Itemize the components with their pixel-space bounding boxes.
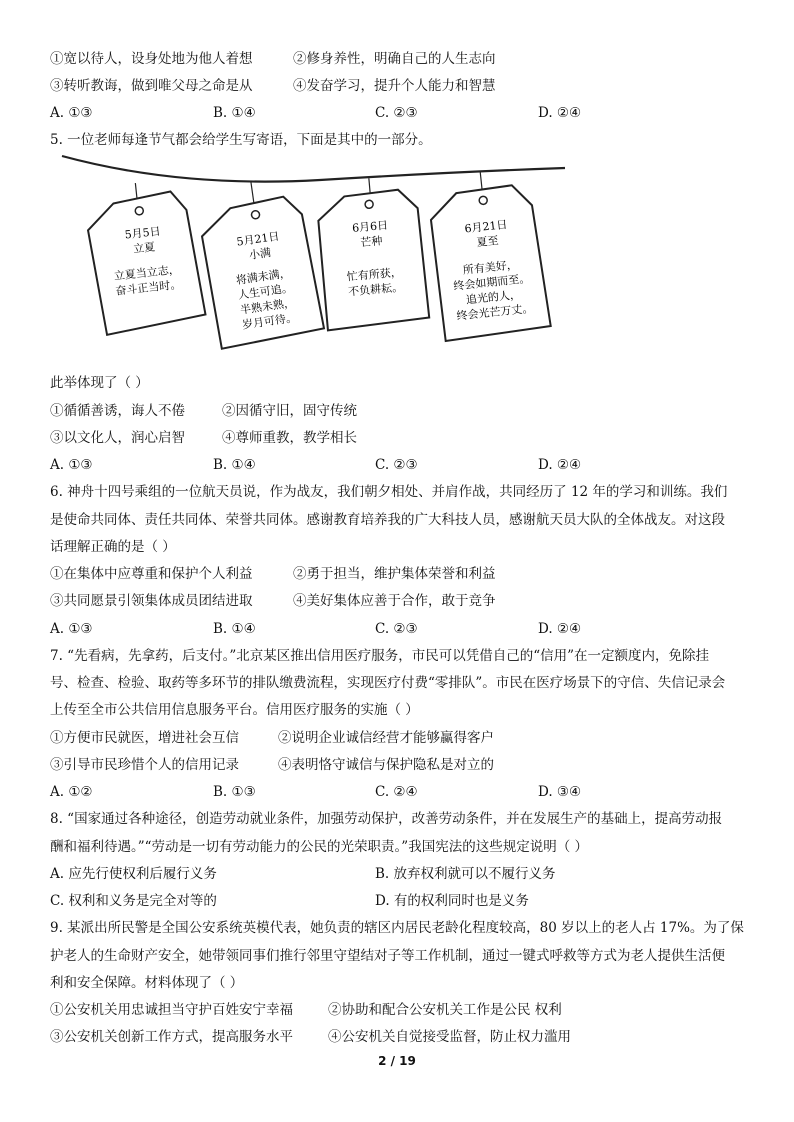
tag1-date: 5月5日 (124, 224, 162, 242)
tag-xiaoman (195, 174, 324, 349)
tag1-term: 立夏 (132, 240, 156, 256)
q4-statement-2: ②修身养性，明确自己的人生志向 (293, 51, 496, 67)
q8-line-1: 8. “国家通过各种途径，创造劳动就业条件，加强劳动保护，改善劳动条件，并在发展生产的基础上，提高劳动报 (50, 811, 723, 827)
q9-line-1: 9. 某派出所民警是全国公安系统英模代表，她负责的辖区内居民老龄化程度较高，80 岁以上的老人占 17%。为了保 (50, 920, 744, 936)
tag3-date: 6月6日 (351, 218, 389, 235)
q6-statement-4: ④美好集体应善于合作，敢于竞争 (293, 593, 496, 609)
q7-statement-2: ②说明企业诚信经营才能够赢得客户 (278, 730, 494, 746)
tag4-line1: 所有美好， (462, 258, 519, 277)
tag-lixia (84, 177, 207, 335)
q6-statement-2: ②勇于担当，维护集体荣誉和利益 (293, 566, 496, 582)
q9-statement-2: ②协助和配合公安机关工作是公民 权利 (328, 1002, 562, 1018)
q6-option-a: A. ①③ (50, 621, 93, 637)
q4-option-b: B. ①④ (213, 105, 256, 121)
q8-option-c: C. 权利和义务是完全对等的 (50, 893, 217, 909)
q9-line-3: 利和安全保障。材料体现了（ ） (50, 975, 244, 991)
q6-line-2: 是使命共同体、责任共同体、荣誉共同体。感谢教育培养我的广大科技人员，感谢航天员大队的全体战友。对这段 (50, 512, 725, 528)
q8-line-2: 酬和福利待遇。”“劳动是一切有劳动能力的公民的光荣职责。”我国宪法的这些规定说明（ ） (50, 839, 588, 855)
q6-statement-1: ①在集体中应尊重和保护个人利益 (50, 566, 253, 582)
tag3-line2: 不负耕耘。 (347, 280, 404, 299)
q5-option-c: C. ②③ (375, 457, 418, 473)
q5-stem: 5. 一位老师每逢节气都会给学生写寄语，下面是其中的一部分。 (50, 132, 432, 148)
q7-line-1: 7. “先看病，先拿药，后支付。”北京某区推出信用医疗服务，市民可以凭借自己的“信用”在一定额度内，免除挂 (50, 648, 710, 664)
q9-statement-4: ④公安机关自觉接受监督，防止权力滥用 (328, 1029, 571, 1045)
solar-term-tags-illustration (60, 150, 580, 350)
q7-option-d: D. ③④ (538, 784, 582, 800)
q8-option-d: D. 有的权利同时也是义务 (375, 893, 529, 909)
q4-statement-1: ①宽以待人，设身处地为他人着想 (50, 51, 253, 67)
q7-line-2: 号、检查、检验、取药等多环节的排队缴费流程，实现医疗付费“零排队”。市民在医疗场景下的守信、失信记录会 (50, 675, 726, 691)
tag2-line4: 岁月可待。 (241, 311, 298, 332)
tag2-line3: 半熟未熟， (239, 296, 296, 317)
q6-option-c: C. ②③ (375, 621, 418, 637)
q6-line-3: 话理解正确的是（ ） (50, 539, 176, 555)
q8-option-b: B. 放弃权利就可以不履行义务 (375, 866, 556, 882)
q6-line-1: 6. 神舟十四号乘组的一位航天员说，作为战友，我们朝夕相处、并肩作战，共同经历了 12 年的学习和训练。我们 (50, 484, 728, 500)
tag2-term: 小满 (248, 246, 272, 262)
q5-statement-1: ①循循善诱，诲人不倦 (50, 403, 185, 419)
q7-statement-4: ④表明恪守诚信与保护隐私是对立的 (278, 757, 494, 773)
q7-statement-3: ③引导市民珍惜个人的信用记录 (50, 757, 239, 773)
tag4-date: 6月21日 (463, 217, 509, 236)
q7-option-b: B. ①③ (213, 784, 256, 800)
q9-line-2: 护老人的生命财产安全，她带领同事们推行邻里守望结对子等工作机制，通过一键式呼救等方式为老人提供生活便 (50, 948, 725, 964)
q4-statement-3: ③转听教诲，做到唯父母之命是从 (50, 78, 253, 94)
q6-statement-3: ③共同愿景引领集体成员团结进取 (50, 593, 253, 609)
page-number: 2 / 19 (378, 1054, 416, 1068)
q6-option-b: B. ①④ (213, 621, 256, 637)
tag2-date: 5月21日 (235, 229, 281, 249)
q5-option-b: B. ①④ (213, 457, 256, 473)
q5-option-d: D. ②④ (538, 457, 582, 473)
q7-option-a: A. ①② (50, 784, 93, 800)
tag2-line2: 人生可追。 (237, 281, 294, 302)
q5-statement-4: ④尊师重教，教学相长 (222, 430, 357, 446)
tag4-line4: 终会光芒万丈。 (455, 301, 534, 323)
q4-option-d: D. ②④ (538, 105, 582, 121)
q7-option-c: C. ②④ (375, 784, 418, 800)
q9-statement-3: ③公安机关创新工作方式，提高服务水平 (50, 1029, 293, 1045)
hanging-string (62, 156, 565, 182)
tag3-line1: 忙有所获， (346, 265, 403, 284)
q8-option-a: A. 应先行使权利后履行义务 (50, 866, 217, 882)
tag4-line2: 终会如期而至。 (452, 271, 531, 293)
tag3-term: 芒种 (359, 234, 383, 250)
q9-statement-1: ①公安机关用忠诚担当守护百姓安宁幸福 (50, 1002, 293, 1018)
q4-statement-4: ④发奋学习，提升个人能力和智慧 (293, 78, 496, 94)
tag-mangzhong (315, 174, 430, 330)
q4-option-a: A. ①③ (50, 105, 93, 121)
tag-xiazhi (426, 165, 551, 341)
q7-statement-1: ①方便市民就医，增进社会互信 (50, 730, 239, 746)
tag2-line1: 将满未满， (235, 266, 292, 288)
tag1-line1: 立夏当立志， (113, 262, 181, 283)
q7-line-3: 上传至全市公共信用信息服务平台。信用医疗服务的实施（ ） (50, 702, 419, 718)
q5-statement-3: ③以文化人，润心启智 (50, 430, 185, 446)
tag1-line2: 奋斗正当时。 (114, 277, 182, 298)
q5-ask: 此举体现了（ ） (50, 375, 149, 391)
tag4-term: 夏至 (475, 234, 500, 250)
q6-option-d: D. ②④ (538, 621, 582, 637)
q4-option-c: C. ②③ (375, 105, 418, 121)
q5-option-a: A. ①③ (50, 457, 93, 473)
q5-statement-2: ②因循守旧，固守传统 (222, 403, 357, 419)
tag4-line3: 追光的人， (465, 287, 522, 307)
